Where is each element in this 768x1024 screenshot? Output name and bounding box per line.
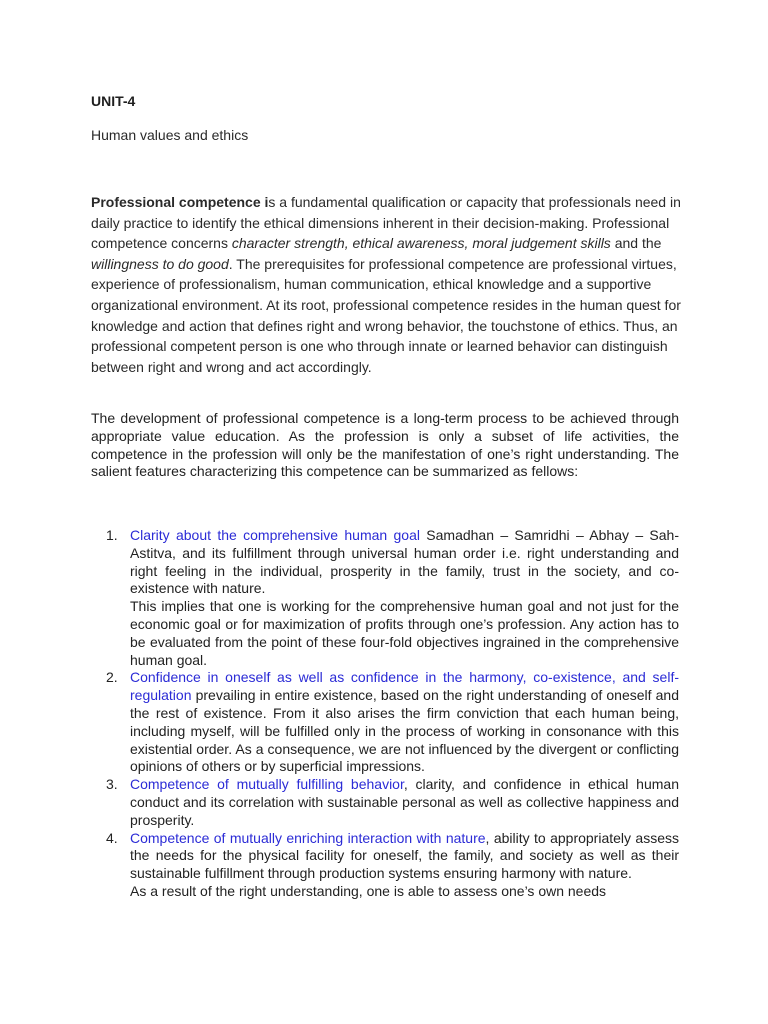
feature-text: , clarity, and confidence in ethical human conduct and its correlation with sustainable personal as well as collective happiness and prosperity. bbox=[130, 776, 679, 828]
feature-link[interactable]: Competence of mutually enriching interaction with nature bbox=[130, 829, 486, 846]
subject-subtitle: Human values and ethics bbox=[91, 127, 249, 143]
feature-extra-text: As a result of the right understanding, one is able to assess one’s own needs bbox=[130, 882, 607, 899]
feature-text: , ability to appropriately assess the needs for the physical facility for oneself, the family, and society as well as their sustainable fulfillment through production systems ensuring harmony with nature. bbox=[130, 829, 679, 882]
bold-lead-term: Professional competence i bbox=[91, 194, 269, 210]
feature-text: prevailing in entire existence, based on the right understanding of oneself and the rest of existence. From it also arises the firm conviction that each human being, including myself, will be fulfilled only in the process of working in consonance with this existential order. As a consequence, we are not influenced by the divergent or conflicting opinions of others or by superficial impressions. bbox=[130, 687, 679, 775]
list-number: 4. bbox=[106, 829, 118, 846]
list-number: 2. bbox=[106, 669, 118, 686]
feature-extra-text: This implies that one is working for the comprehensive human goal and not just for the economic goal or for maximization of profits through one’s profession. Any action has to be evaluated from the point of these four-fold objectives ingrained in the comprehensive human goal. bbox=[130, 598, 679, 668]
unit-heading: UNIT-4 bbox=[91, 93, 136, 109]
list-item bbox=[91, 527, 679, 669]
development-paragraph: The development of professional competence is a long-term process to be achieved through appropriate value education. As the profession is only a subset of life activities, the competence in the profession will only be the manifestation of one’s right understanding. The salient features characterizing this competence can be summarized as fellows: bbox=[91, 410, 679, 480]
italic-phrase: willingness to do good bbox=[91, 255, 229, 272]
professional-competence-paragraph bbox=[91, 192, 683, 377]
list-item bbox=[91, 776, 679, 829]
feature-link[interactable]: Competence of mutually fulfilling behavior bbox=[130, 776, 404, 793]
feature-link[interactable]: Confidence in oneself as well as confidence in the harmony, co-existence, and self-regulation bbox=[130, 669, 679, 704]
paragraph-text: . The prerequisites for professional competence are professional virtues, experience of professionalism, human communication, ethical knowledge and a supportive organizational environment. At its root, professional competence resides in the human quest for knowledge and action that defines right and wrong behavior, the touchstone of ethics. Thus, an professional competent person is one who through innate or learned behavior can distinguish between right and wrong and act accordingly. bbox=[91, 255, 681, 375]
feature-link[interactable]: Clarity about the comprehensive human goal bbox=[130, 527, 420, 543]
paragraph-text: s a fundamental qualification or capacity that professionals need in daily practice to identify the ethical dimensions inherent in their decision-making. Professional competence concerns bbox=[91, 194, 681, 252]
salient-features-list bbox=[91, 527, 679, 901]
italic-phrase: character strength, ethical awareness, moral judgement skills bbox=[231, 235, 611, 252]
list-item bbox=[91, 830, 679, 901]
list-number: 3. bbox=[106, 776, 118, 793]
paragraph-text: and the bbox=[610, 235, 662, 252]
feature-text: Samadhan – Samridhi – Abhay – Sah-Astitva, and its fulfillment through universal human order i.e. right understanding and right feeling in the individual, prosperity in the family, trust in the society, and co-existence with nature. bbox=[130, 527, 679, 597]
list-number: 1. bbox=[106, 527, 118, 543]
list-item bbox=[91, 669, 679, 776]
